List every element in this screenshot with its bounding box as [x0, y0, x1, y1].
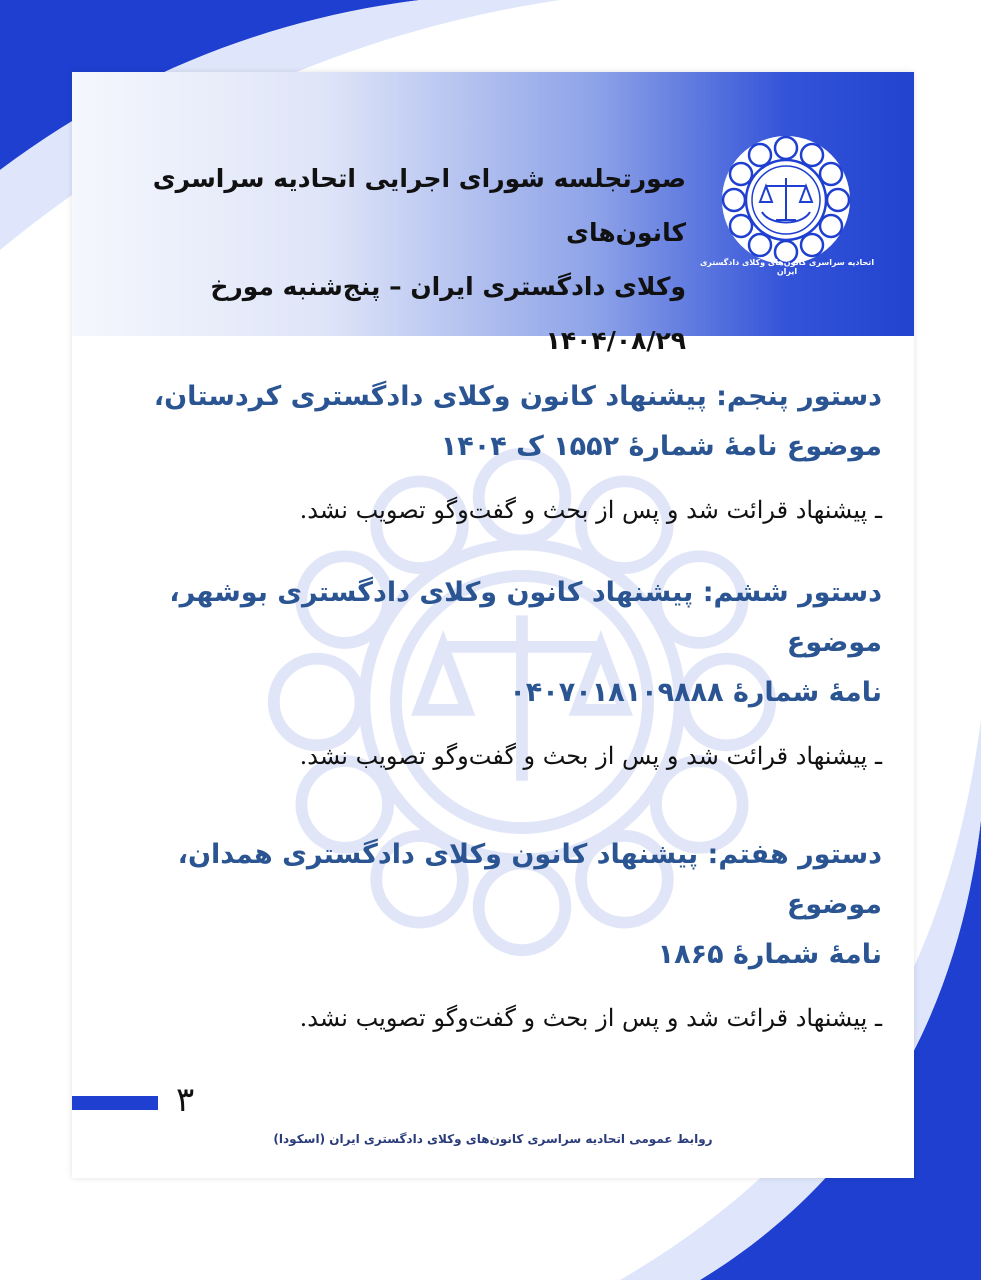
title-line-1: صورتجلسه شورای اجرایی اتحادیه سراسری کانون‌های — [152, 164, 686, 247]
page-title — [86, 152, 686, 368]
agenda-heading-line-1: دستور ششم: پیشنهاد کانون وکلای دادگستری بوشهر، موضوع — [169, 577, 882, 658]
agenda-heading — [112, 372, 882, 472]
scales-of-justice-emblem-icon — [720, 134, 852, 266]
agenda-heading-line-1: دستور پنجم: پیشنهاد کانون وکلای دادگستری کردستان، — [153, 381, 882, 412]
agenda-heading — [112, 830, 882, 980]
agenda-item — [112, 830, 882, 1036]
agenda-heading-line-2: نامهٔ شمارهٔ ۱۸۶۵ — [657, 939, 882, 970]
agenda-item — [112, 568, 882, 774]
agenda-result: ـ پیشنهاد قرائت شد و پس از بحث و گفت‌وگو تصویب نشد. — [299, 496, 882, 524]
agenda-heading-line-1: دستور هفتم: پیشنهاد کانون وکلای دادگستری همدان، موضوع — [177, 839, 882, 920]
agenda-heading — [112, 568, 882, 718]
agenda-item — [112, 372, 882, 528]
agenda-heading-line-2: نامهٔ شمارهٔ ۰۴۰۷۰۱۸۱۰۹۸۸۸ — [509, 677, 882, 708]
logo-caption: اتحادیه سراسری کانون‌های وکلای دادگستری ایران — [699, 258, 875, 276]
title-line-2: وکلای دادگستری ایران – پنج‌شنبه مورخ ۱۴۰۴/۰۸/۲۹ — [210, 272, 686, 355]
agenda-list — [112, 372, 882, 1076]
agenda-result: ـ پیشنهاد قرائت شد و پس از بحث و گفت‌وگو تصویب نشد. — [299, 1004, 882, 1032]
footer-credit: روابط عمومی اتحادیه سراسری کانون‌های وکلای دادگستری ایران (اسکودا) — [273, 1132, 713, 1146]
page-number: ۳ — [176, 1080, 195, 1120]
document-page — [72, 72, 914, 1178]
agenda-result: ـ پیشنهاد قرائت شد و پس از بحث و گفت‌وگو تصویب نشد. — [299, 742, 882, 770]
header-banner — [72, 72, 914, 355]
agenda-heading-line-2: موضوع نامهٔ شمارهٔ ۱۵۵۲ ک ۱۴۰۴ — [440, 431, 882, 462]
page-number-bar — [72, 1096, 158, 1110]
